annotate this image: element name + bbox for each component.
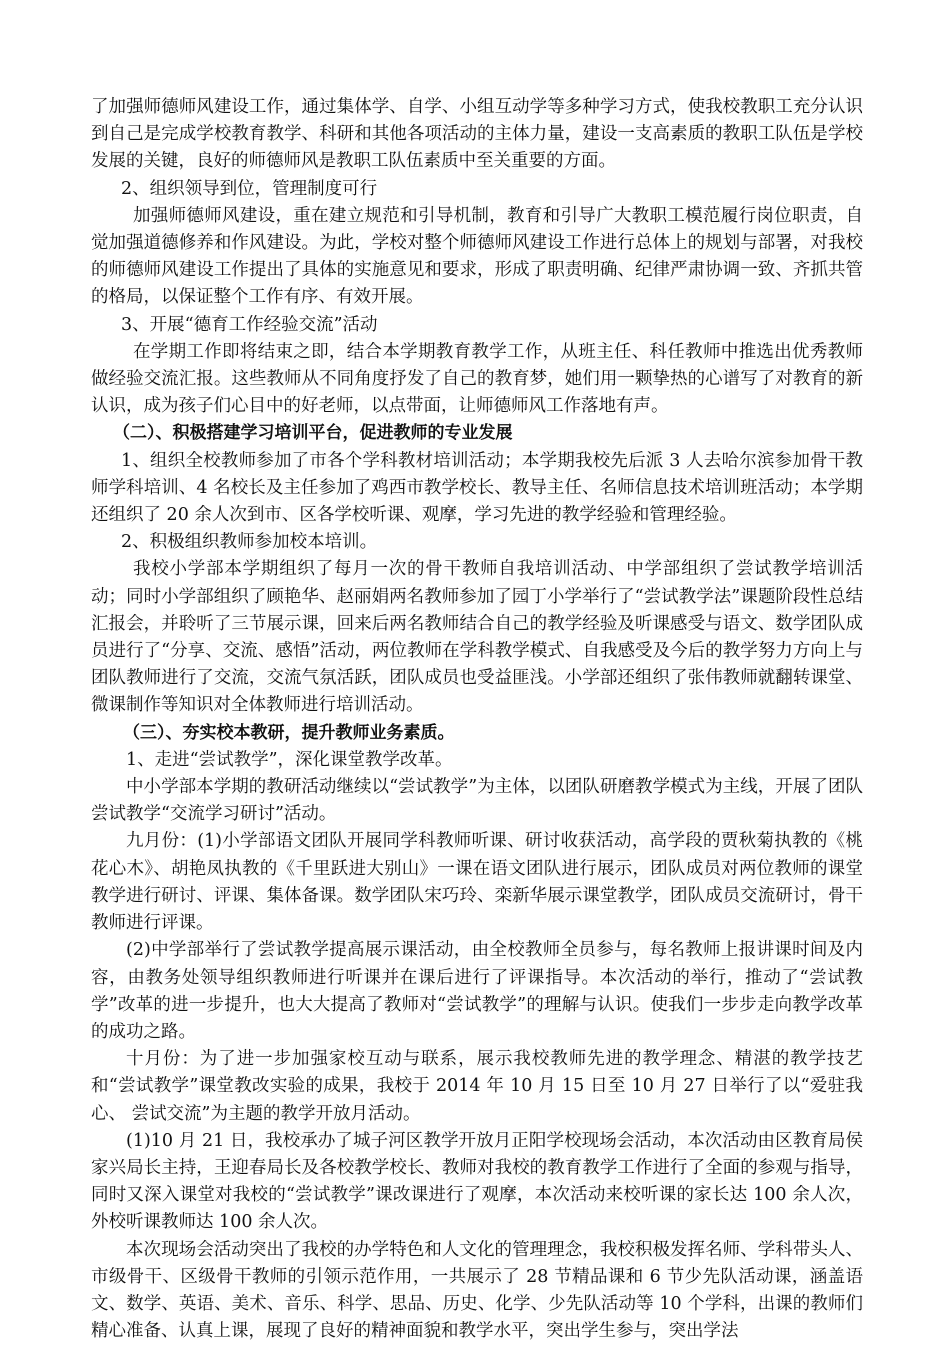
subheading: 2、积极组织教师参加校本培训。 [121, 532, 378, 553]
paragraph: 加强师德师风建设，重在建立规范和引导机制，教育和引导广大教职工模范履行岗位职责，自觉加强道德修养和作风建设。为此，学校对整个师德师风建设工作进行总体上的规划与部署，对我校的师德师风建设工作提出了具体的实施意见和要求，形成了职责明确、纪律严肃协调一致、齐抓共管的格局，以保证整个工作有序、有效开展。 [91, 205, 863, 308]
paragraph: 了加强师德师风建设工作，通过集体学、自学、小组互动学等多种学习方式，使我校教职工充分认识到自己是完成学校教育教学、科研和其他各项活动的主体力量，建设一支高素质的教职工队伍是学校发展的关键，良好的师德师风是教职工队伍素质中至关重要的方面。 [91, 97, 863, 172]
subheading: 2、组织领导到位，管理制度可行 [121, 178, 378, 199]
paragraph: (1)10 月 21 日，我校承办了城子河区教学开放月正阳学校现场会活动，本次活动由区教育局侯家兴局长主持，王迎春局长及各校教学校长、教师对我校的教育教学工作进行了全面的参观与指导，同时又深入课堂对我校的“尝试教学”课改课进行了观摩，本次活动来校听课的家长达 100 余人次，外校听课教师达 100 余人次。 [91, 1130, 863, 1233]
section-heading: （三）、夯实校本教研，提升教师业务素质。 [123, 722, 455, 743]
paragraph: 在学期工作即将结束之即，结合本学期教育教学工作，从班主任、科任教师中推选出优秀教师做经验交流汇报。这些教师从不同角度抒发了自己的教育梦，她们用一颗挚热的心谱写了对教育的新认识，成为孩子们心目中的好老师，以点带面，让师德师风工作落地有声。 [91, 341, 863, 417]
paragraph: 我校小学部本学期组织了每月一次的骨干教师自我培训活动、中学部组织了尝试教学培训活动；同时小学部组织了顾艳华、赵丽娟两名教师参加了园丁小学举行了“尝试教学法”课题阶段性总结汇报会，并聆听了三节展示课，回来后两名教师结合自己的教学经验及听课感受与语文、数学团队成员进行了“分享、交流、感悟”活动，两位教师在学科教学模式、自我感受及今后的教学努力方向上与团队教师进行了交流，交流气氛活跃，团队成员也受益匪浅。小学部还组织了张伟教师就翻转课堂、微课制作等知识对全体教师进行培训活动。 [91, 559, 863, 716]
paragraph: 1、组织全校教师参加了市各个学科教材培训活动；本学期我校先后派 3 人去哈尔滨参加骨干教师学科培训、4 名校长及主任参加了鸡西市教学校长、教导主任、名师信息技术培训班活动；本学期还组织了 20 余人次到市、区各学校听课、观摩，学习先进的教学经验和管理经验。 [91, 450, 863, 526]
paragraph: 中小学部本学期的教研活动继续以“尝试教学”为主体，以团队研磨教学模式为主线，开展了团队尝试教学“交流学习研讨”活动。 [91, 777, 863, 825]
paragraph: (2)中学部举行了尝试教学提高展示课活动，由全校教师全员参与，每名教师上报讲课时间及内容，由教务处领导组织教师进行听课并在课后进行了评课指导。本次活动的举行，推动了“尝试教学”改革的进一步提升，也大大提高了教师对“尝试教学”的理解与认识。使我们一步步走向教学改革的成功之路。 [91, 940, 863, 1042]
subheading: 1、走进“尝试教学”，深化课堂教学改革。 [126, 749, 453, 770]
paragraph: 十月份：为了进一步加强家校互动与联系，展示我校教师先进的教学理念、精湛的教学技艺和“尝试教学”课堂教改实验的成果，我校于 2014 年 10 月 15 日至 10 月 27 日举行了以“爱驻我心、 尝试交流”为主题的教学开放月活动。 [91, 1049, 863, 1124]
document-body [91, 94, 863, 1345]
paragraph: 本次现场会活动突出了我校的办学特色和人文化的管理理念，我校积极发挥名师、学科带头人、市级骨干、区级骨干教师的引领示范作用，一共展示了 28 节精品课和 6 节少先队活动课，涵盖语文、数学、英语、美术、音乐、科学、思品、历史、化学、少先队活动等 10 个学科，出课的教师们精心准备、认真上课，展现了良好的精神面貌和教学水平，突出学生参与，突出学法 [91, 1239, 863, 1342]
paragraph: 九月份：(1)小学部语文团队开展同学科教师听课、研讨收获活动，高学段的贾秋菊执教的《桃花心木》、胡艳凤执教的《千里跃进大别山》一课在语文团队进行展示，团队成员对两位教师的课堂教学进行研讨、评课、集体备课。数学团队宋巧玲、栾新华展示课堂教学，团队成员交流研讨，骨干教师进行评课。 [91, 831, 863, 934]
section-heading: （二）、积极搭建学习培训平台，促进教师的专业发展 [113, 423, 513, 444]
subheading: 3、开展“德育工作经验交流”活动 [121, 314, 378, 335]
